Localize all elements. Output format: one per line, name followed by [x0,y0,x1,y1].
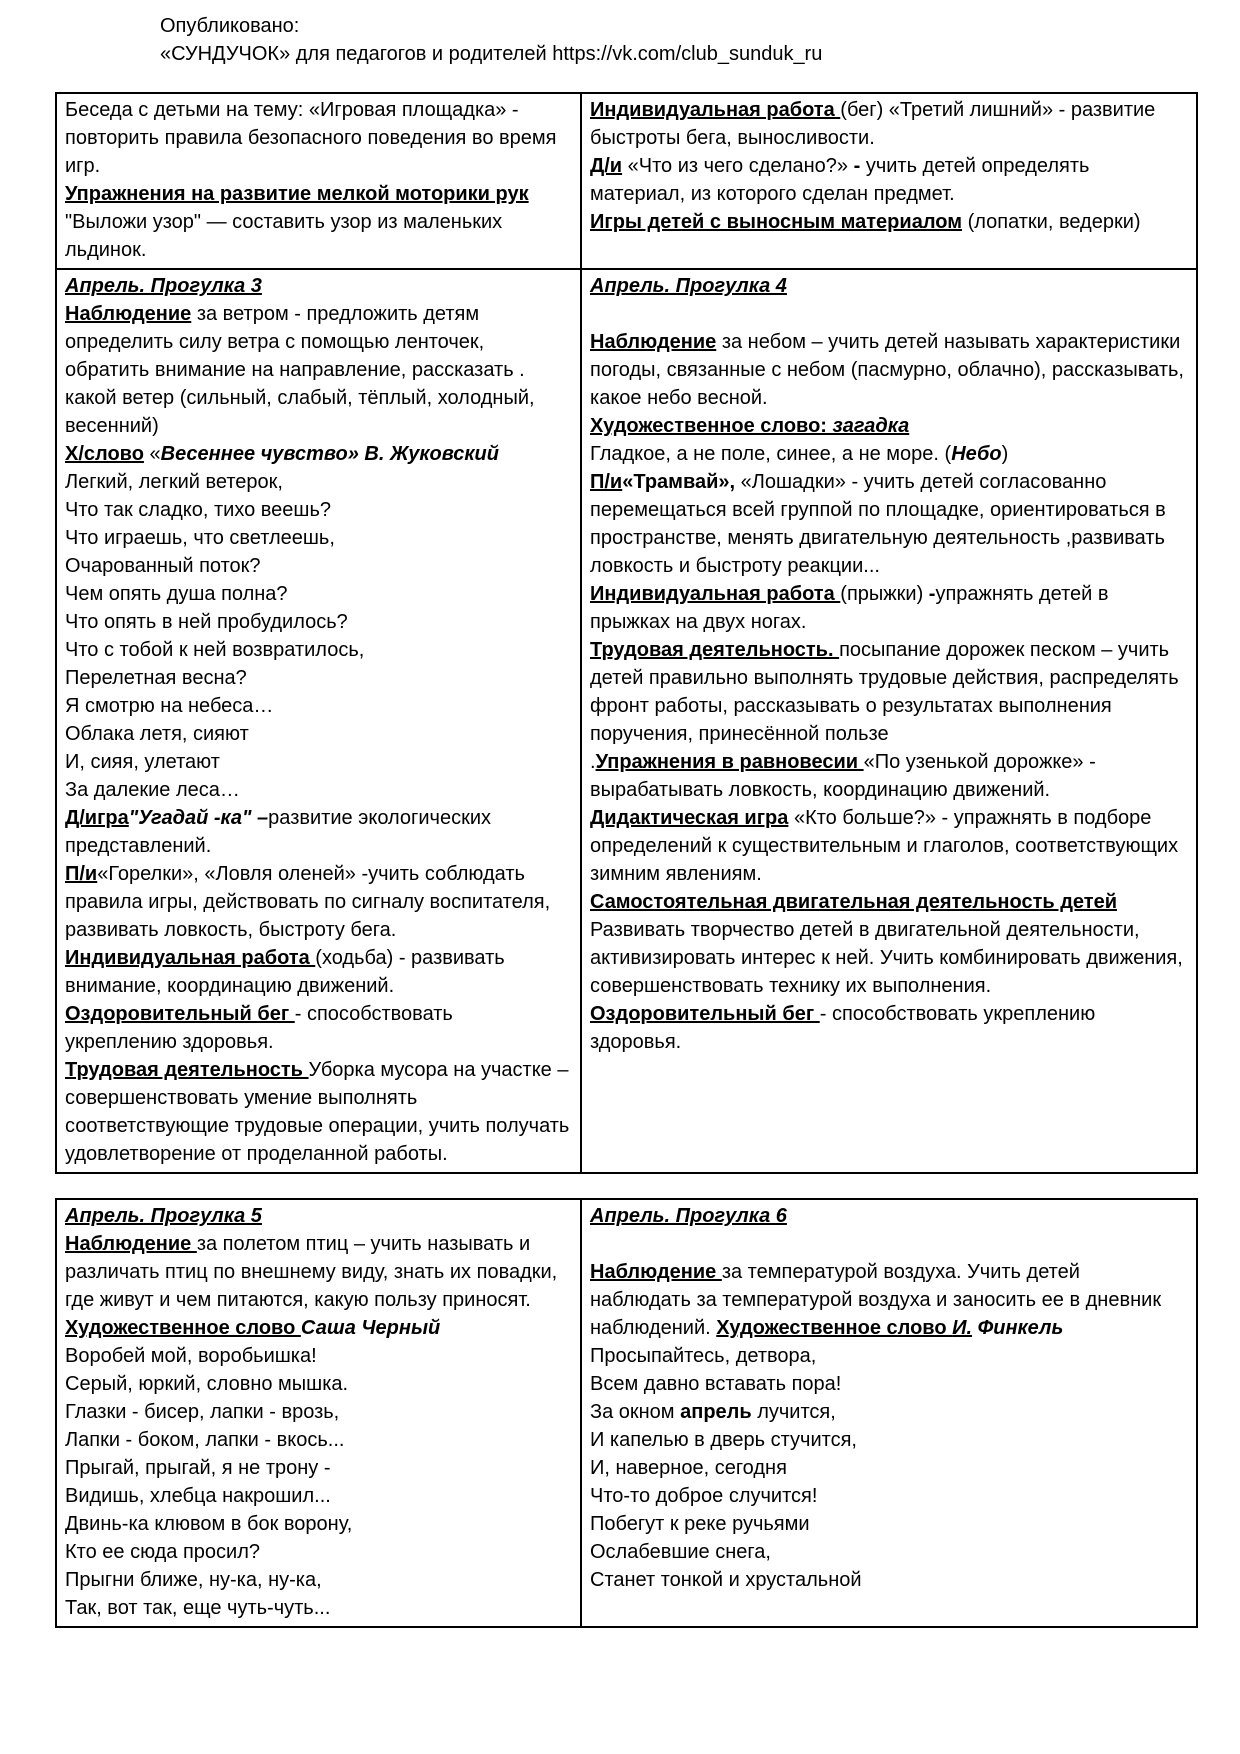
text-run: Что играешь, что светлеешь, [65,527,335,549]
text-run: Кто ее сюда просил? [65,1541,261,1563]
paragraph [65,1202,570,1230]
paragraph [590,440,1186,468]
paragraph [590,272,1186,300]
text-run: Оздоровительный бег [590,1003,820,1025]
text-run: Апрель. Прогулка 5 [65,1205,262,1227]
text-run: Апрель. Прогулка 6 [590,1205,787,1227]
paragraph [65,552,570,580]
paragraph [590,804,1186,888]
schedule-table-walks-5-6 [55,1198,1198,1628]
paragraph [590,1370,1186,1398]
text-run: За окном [590,1401,681,1423]
text-run: за небом – учить детей называть характеристики погоды, связанные с небом (пасмурно, облачно), рассказывать, какое небо весной. [590,331,1184,409]
text-run: Индивидуальная работа [65,947,316,969]
text-run: Трудовая деятельность. [590,639,840,661]
paragraph [65,692,570,720]
paragraph [590,1202,1186,1230]
text-run: "Выложи узор" — составить узор из маленьких льдинок. [65,211,503,261]
text-run: Х/слово [65,443,144,465]
text-run: «Трамвай», [622,471,736,493]
text-run: Что-то доброе случится! [590,1485,818,1507]
paragraph [65,1000,570,1056]
text-run: Апрель. Прогулка 3 [65,275,262,297]
text-run: Так, вот так, еще чуть-чуть... [65,1597,331,1619]
text-run: «Что из чего сделано?» [622,155,854,177]
paragraph [65,1230,570,1314]
text-run: И капелью в дверь стучится, [590,1429,857,1451]
paragraph [65,440,570,468]
paragraph [65,468,570,496]
cell-walk-3 [56,269,581,1173]
text-run: Побегут к реке ручьями [590,1513,810,1535]
text-run: Небо [951,443,1002,465]
text-run: Художественное слово: [590,415,833,437]
paragraph [65,776,570,804]
text-run: Оздоровительный бег [65,1003,295,1025]
text-run: учить детей определять материал, из которого сделан предмет. [590,155,1090,205]
text-run: «По узенькой дорожке» - вырабатывать ловкость, координацию движений. [590,751,1096,801]
text-run: за температурой воздуха. Учить детей наблюдать за температурой воздуха и заносить ее в дневник наблюдений. [590,1261,1162,1339]
paragraph [65,300,570,440]
text-run: Серый, юркий, словно мышка. [65,1373,349,1395]
text-run: Прыгай, прыгай, я не трону - [65,1457,331,1479]
text-run: Самостоятельная двигательная деятельность детей [590,891,1117,913]
paragraph [590,1538,1186,1566]
cell-walk-6 [581,1199,1197,1627]
text-run: Двинь-ка клювом в бок ворону, [65,1513,353,1535]
paragraph [65,608,570,636]
paragraph [65,1342,570,1370]
text-run: Индивидуальная работа [590,583,841,605]
text-run: - [853,155,866,177]
text-run: за ветром - предложить детям определить силу ветра с помощью ленточек, обратить внимание на направление, рассказать . какой ветер (сильный, слабый, тёплый, холодный, весенний) [65,303,535,437]
paragraph [65,636,570,664]
paragraph [590,1566,1186,1594]
text-run: Беседа с детьми на тему: «Игровая площадка» - повторить правила безопасного поведения во время игр. [65,99,557,177]
text-run: За далекие леса… [65,779,240,801]
text-run: Д/игра [65,807,129,829]
text-run: Просыпайтесь, детвора, [590,1345,817,1367]
paragraph [590,1454,1186,1482]
paragraph [590,96,1186,152]
text-run: «Горелки», «Ловля оленей» -учить соблюдать правила игры, действовать по сигналу воспитателя, развивать ловкость, быстроту бега. [65,863,551,941]
text-run: И. [952,1317,973,1339]
text-run: Станет тонкой и хрустальной [590,1569,862,1591]
paragraph [65,1314,570,1342]
text-run: - [928,583,936,605]
table-row [56,269,1197,1173]
text-run: Что так сладко, тихо веешь? [65,499,332,521]
paragraph [590,888,1186,1000]
text-run: Упражнения в равновесии [595,751,864,773]
paragraph [590,328,1186,412]
text-run: Финкель [977,1317,1064,1339]
paragraph [65,1398,570,1426]
text-run: Наблюдение [590,331,717,353]
paragraph [65,1594,570,1622]
text-run: "Угадай -ка" – [128,807,269,829]
published-label: Опубликовано: [160,15,300,37]
paragraph [65,524,570,552]
text-run: - способствовать укреплению здоровья. [65,1003,453,1053]
paragraph [65,720,570,748]
text-run: (ходьба) - развивать внимание, координацию движений. [65,947,505,997]
paragraph [590,300,1186,328]
text-run: П/и [65,863,98,885]
text-run: Глазки - бисер, лапки - врозь, [65,1401,340,1423]
published-source: «СУНДУЧОК» для педагогов и родителей https://vk.com/club_sunduk_ru [160,43,823,65]
text-run: Я смотрю на небеса… [65,695,274,717]
paragraph [65,1510,570,1538]
text-run: Дидактическая игра [590,807,789,829]
text-run: «Лошадки» - учить детей согласованно перемещаться всей группой по площадке, ориентироваться в пространстве, менять двигательную деятельность ,развивать ловкость и быстроту реакции... [590,471,1166,577]
paragraph [65,1370,570,1398]
table-row [56,1199,1197,1627]
text-run: Гладкое, а не поле, синее, а не море. ( [590,443,952,465]
cell-intro-left [56,93,581,269]
paragraph [65,496,570,524]
paragraph [65,1538,570,1566]
text-run: Уборка мусора на участке – совершенствовать умение выполнять соответствующие трудовые операции, учить получать удовлетворение от проделанной работы. [65,1059,570,1165]
text-run: Трудовая деятельность [65,1059,309,1081]
text-run: Саша Черный [300,1317,441,1339]
paragraph [65,1482,570,1510]
paragraph [590,412,1186,440]
text-run: Наблюдение [590,1261,722,1283]
text-run: лучится, [751,1401,836,1423]
paragraph [65,580,570,608]
paragraph [590,1258,1186,1342]
text-run: « [143,443,161,465]
paragraph [590,580,1186,636]
paragraph [590,1482,1186,1510]
paragraph [590,1510,1186,1538]
text-run: Развивать творчество детей в двигательной деятельности, активизировать интерес к ней. Учить комбинировать движения, совершенствовать технику их выполнения. [590,919,1183,997]
text-run: Художественное слово [716,1317,953,1339]
text-run: Легкий, легкий ветерок, [65,471,283,493]
text-run: Д/и [590,155,623,177]
paragraph [65,180,570,208]
text-run: за полетом птиц – учить называть и различать птиц по внешнему виду, знать их повадки, где живут и чем питаются, какую пользу приносят. [65,1233,558,1311]
paragraph [590,152,1186,208]
text-run: Индивидуальная работа [590,99,841,121]
text-run: Апрель. Прогулка 4 [590,275,787,297]
text-run: И, наверное, сегодня [590,1457,787,1479]
paragraph [65,748,570,776]
paragraph [65,944,570,1000]
paragraph [65,860,570,944]
paragraph [65,1454,570,1482]
schedule-table-walks-3-4 [55,92,1198,1174]
text-run: Облака летя, сияют [65,723,249,745]
paragraph [65,804,570,860]
text-run: развитие экологических представлений. [65,807,491,857]
cell-walk-5 [56,1199,581,1627]
text-run: (бег) «Третий лишний» - развитие быстроты бега, выносливости. [590,99,1156,149]
paragraph [590,208,1186,236]
text-run: Ослабевшие снега, [590,1541,771,1563]
paragraph [590,1426,1186,1454]
paragraph [590,636,1186,748]
paragraph [65,1426,570,1454]
paragraph [65,664,570,692]
paragraph [590,748,1186,804]
text-run: Лапки - боком, лапки - вкось... [65,1429,345,1451]
paragraph [65,272,570,300]
text-run: Видишь, хлебца накрошил... [65,1485,331,1507]
text-run: «Кто больше?» - упражнять в подборе определений к существительным и глаголов, соответствующих зимним явлениям. [590,807,1179,885]
text-run: Игры детей с выносным материалом [590,211,963,233]
text-run: Наблюдение [65,1233,197,1255]
text-run: Очарованный поток? [65,555,261,577]
cell-intro-right [581,93,1197,269]
paragraph [590,1398,1186,1426]
text-run: ) [1001,443,1009,465]
text-run: посыпание дорожек песком – учить детей правильно выполнять трудовые действия, распределять фронт работы, рассказывать о результатах выполнения поручения, принесённой пользе [590,639,1179,745]
paragraph [65,1056,570,1168]
text-run: (прыжки) [840,583,929,605]
text-run: Весеннее чувство» В. Жуковский [160,443,499,465]
text-run: Всем давно вставать пора! [590,1373,842,1395]
text-run: Прыгни ближе, ну-ка, ну-ка, [65,1569,322,1591]
text-run: Что опять в ней пробудилось? [65,611,348,633]
text-run: Упражнения на развитие мелкой моторики рук [65,183,529,205]
text-run: Художественное слово [65,1317,301,1339]
text-run: - способствовать укреплению здоровья. [590,1003,1096,1053]
text-run: Чем опять душа полна? [65,583,288,605]
paragraph [590,1000,1186,1056]
text-run: упражнять детей в прыжках на двух ногах. [590,583,1109,633]
text-run: загадка [832,415,910,437]
paragraph [65,208,570,264]
text-run: апрель [680,1401,752,1423]
text-run: . [590,751,596,773]
paragraph [65,1566,570,1594]
text-run: Что с тобой к ней возвратилось, [65,639,365,661]
paragraph [590,1342,1186,1370]
text-run: И, сияя, улетают [65,751,220,773]
text-run: П/и [590,471,623,493]
table-row [56,93,1197,269]
page-header [160,12,1120,68]
paragraph [590,1230,1186,1258]
text-run: Перелетная весна? [65,667,247,689]
cell-walk-4 [581,269,1197,1173]
text-run: Воробей мой, воробьишка! [65,1345,317,1367]
paragraph [65,96,570,180]
text-run: (лопатки, ведерки) [962,211,1141,233]
text-run: Наблюдение [65,303,192,325]
paragraph [590,468,1186,580]
